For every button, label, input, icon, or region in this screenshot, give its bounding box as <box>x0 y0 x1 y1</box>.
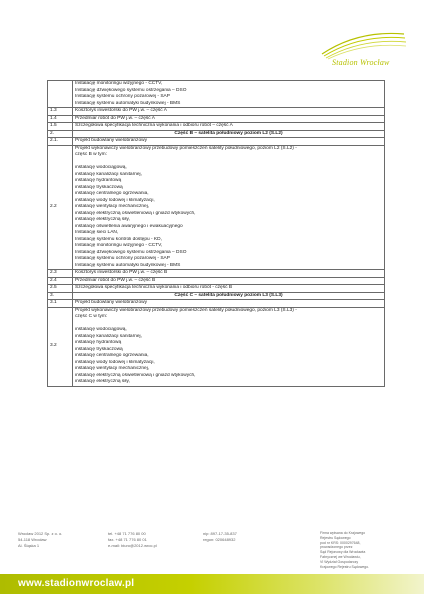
row-line: część B w tym: <box>75 152 107 157</box>
row-content <box>73 115 385 123</box>
footer-line: nip: 897-17-35-837 <box>203 531 237 536</box>
row-line: Instalację systemu automatyki budynkowej - BMS <box>75 100 181 106</box>
table-row <box>48 81 385 108</box>
row-number: 1.3 <box>48 108 73 116</box>
table-row <box>48 277 385 285</box>
footer-line: prowadzonego przez <box>320 545 353 550</box>
footer-address <box>18 531 62 549</box>
row-line: Instalację monitoringu wizyjnego - CCTV, <box>75 243 163 248</box>
row-number: 2.3 <box>48 270 73 278</box>
website-banner <box>0 574 424 594</box>
row-line: instalację wentylacji mechanicznej, <box>75 204 150 209</box>
row-content <box>73 277 385 285</box>
row-line: instalację hydrantową <box>75 178 122 183</box>
footer-legal-notice <box>320 531 369 569</box>
section-header: Część B – satelita południowy poziom L2 (S.L2) <box>73 130 385 138</box>
row-line: Projekt wykonawczy wielobranżowy przebudowy pomieszczeń satelity południowego, poziom L3 (S.L3) - <box>75 307 297 313</box>
row-line: Przedmiar robót do PW j.w. – część B <box>75 277 156 283</box>
row-line: instalację tryskaczową <box>75 346 123 352</box>
table-row <box>48 130 385 138</box>
table-row <box>48 300 385 308</box>
row-line: Szczegółowa specyfikacja techniczna wykonania i odbioru robót – część A <box>75 123 233 128</box>
table-row <box>48 145 385 270</box>
row-number: 2.4 <box>48 277 73 285</box>
footer-line: Al. Śląska 1 <box>18 543 40 548</box>
table-row <box>48 285 385 293</box>
row-line: Kosztorys inwestorski do PW j.w. – część A <box>75 108 167 113</box>
table-row <box>48 108 385 116</box>
row-number <box>48 81 73 108</box>
row-line: Projekt wykonawczy wielobranżowy przebudowy pomieszczeń satelity południowego, poziom L2 (S.L2) - <box>75 145 297 151</box>
row-content <box>73 285 385 293</box>
table-row <box>48 292 385 300</box>
row-line: instalację centralnego ogrzewania, <box>75 191 149 196</box>
row-number: 3.2 <box>48 307 73 386</box>
row-number: 3. <box>48 292 73 300</box>
row-line: Instalację dźwiękowego systemu ostrzegania – DSO <box>75 249 187 255</box>
section-header: Część C – satelita południowy poziom L3 (S.L3) <box>73 292 385 300</box>
footer-registration-ids <box>203 531 237 543</box>
row-line: instalację elektryczną oświetleniową i gniazd wtykowych, <box>75 210 196 216</box>
stadion-wroclaw-logo <box>318 28 408 70</box>
row-number: 3.1 <box>48 300 73 308</box>
stadium-swoosh-icon <box>318 28 408 60</box>
row-line: Instalację systemu ochrony pożarowej - SAP <box>75 256 170 261</box>
row-line: instalację kanalizacji sanitarnej, <box>75 171 142 177</box>
footer-line: fax. +48 71 776 80 01 <box>108 537 147 542</box>
table-row <box>48 138 385 146</box>
footer-line: 54-118 Wrocław <box>18 537 47 542</box>
row-line: instalację hydrantową <box>75 340 122 345</box>
specification-table <box>47 80 385 387</box>
page-footer <box>0 528 424 600</box>
row-number: 2.2 <box>48 145 73 270</box>
row-content <box>73 307 385 386</box>
website-link[interactable]: www.stadionwroclaw.pl <box>18 578 135 589</box>
logo-text: Stadion Wrocław <box>332 58 390 67</box>
footer-line: tel. +48 71 776 80 00 <box>108 531 146 536</box>
row-content <box>73 108 385 116</box>
footer-line: e-mail: biuro@2012.wroc.pl <box>108 543 157 548</box>
row-line: instalację wentylacji mechanicznej, <box>75 366 150 371</box>
footer-line: Firma wpisana do Krajowego <box>320 531 366 535</box>
row-line: Instalację systemu ochrony pożarowej - SAP <box>75 94 170 99</box>
row-content <box>73 300 385 308</box>
row-line: instalację elektryczną oświetleniową i gniazd wtykowych, <box>75 372 196 378</box>
footer-line: Fabrycznej we Wrocławiu, <box>320 554 361 559</box>
row-line: instalację wodociągową, <box>75 165 127 170</box>
row-number: 1.5 <box>48 123 73 131</box>
row-number: 2. <box>48 130 73 138</box>
row-content <box>73 145 385 270</box>
row-content <box>73 138 385 146</box>
footer-line: VI Wydział Gospodarczy <box>320 559 359 564</box>
footer-line: pod nr KRS: 0000297648, <box>320 540 361 545</box>
row-line: Kosztorys inwestorski do PW j.w. – część B <box>75 270 168 275</box>
row-number: 2.1. <box>48 138 73 146</box>
row-line: instalację kanalizacji sanitarnej, <box>75 333 142 339</box>
row-line: instalację elektryczną siły, <box>75 217 130 222</box>
row-content <box>73 123 385 131</box>
row-line: Instalację sieci LAN, <box>75 230 119 235</box>
row-line: instalację elektryczną siły, <box>75 379 130 384</box>
row-line: instalację wody lodowej i klimatyzacji, <box>75 359 155 365</box>
row-line: Projekt budowlany wielobranżowy <box>75 138 147 143</box>
row-line: Projekt budowlany wielobranżowy <box>75 300 147 305</box>
row-line: instalację centralnego ogrzewania, <box>75 353 149 358</box>
row-line: Przedmiar robót do PW j.w. – część A <box>75 115 155 121</box>
table-row <box>48 307 385 386</box>
table-row <box>48 123 385 131</box>
footer-line: Sąd Rejonowy dla Wrocławia <box>320 550 366 555</box>
table-row <box>48 270 385 278</box>
row-line: część C w tym: <box>75 314 108 319</box>
row-line: instalację wody lodowej i klimatyzacji, <box>75 197 155 203</box>
row-content <box>73 270 385 278</box>
footer-line: Krajowego Rejestru Sądowego. <box>320 564 370 569</box>
row-number: 1.4 <box>48 115 73 123</box>
footer-line: Rejestru Sądowego <box>320 535 351 540</box>
row-number: 2.5 <box>48 285 73 293</box>
row-line: Szczegółowa specyfikacja techniczna wykonania i odbioru robót - część B <box>75 285 233 290</box>
row-line: Instalację monitoringu wizyjnego - CCTV, <box>75 81 163 86</box>
footer-line: Wrocław 2012 Sp. z o. o. <box>18 531 63 536</box>
row-line: instalację wodociągową, <box>75 327 127 332</box>
table-row <box>48 115 385 123</box>
footer-contact <box>108 531 157 549</box>
row-line: Instalację systemu automatyki budynkowej - BMS <box>75 262 181 268</box>
row-line: Instalację systemu kontroli dostępu - KD, <box>75 236 162 242</box>
row-line: instalację oświetlenia awaryjnego i ewakuacyjnego <box>75 223 183 229</box>
row-line: Instalację dźwiękowego systemu ostrzegania – DSO <box>75 87 187 93</box>
row-content <box>73 81 385 108</box>
row-line: instalację tryskaczową <box>75 184 123 190</box>
footer-line: regon: 020648932 <box>203 537 236 542</box>
